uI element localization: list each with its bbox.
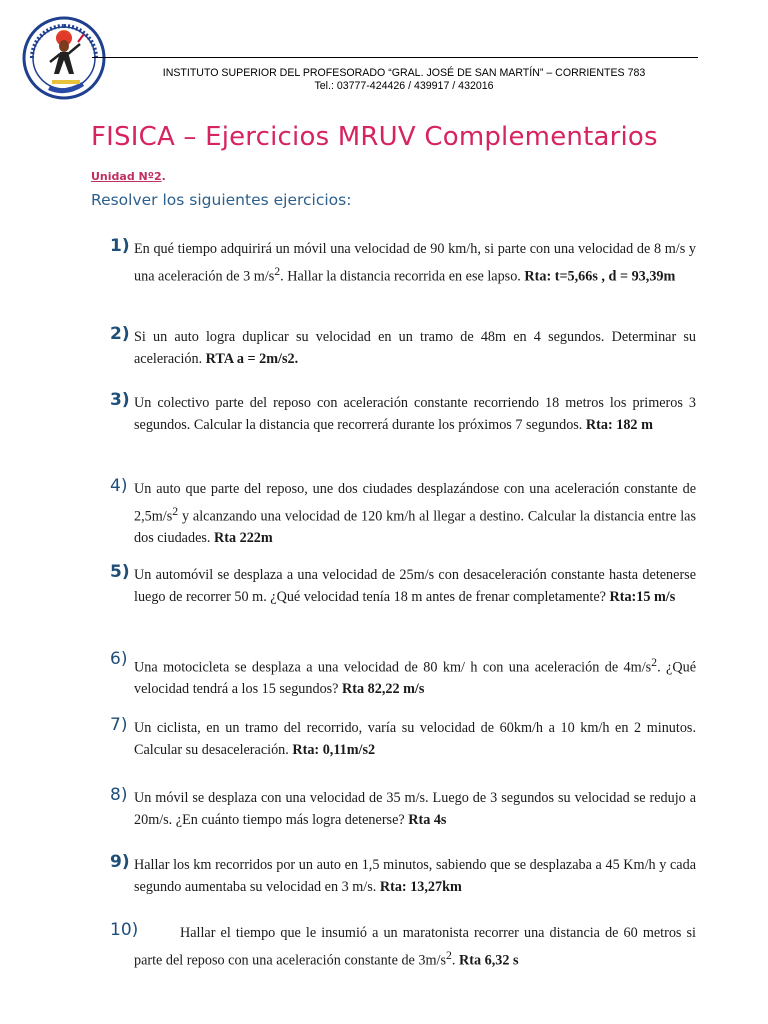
exercise-answer: Rta: t=5,66s , d = 93,39m [524,268,676,285]
exercise-text: Una motocicleta se desplaza a una velocidad de 80 km/ h con una aceleración de $4m/s^2$. ¿Qué velocidad tendrá a los 15 segundos? Rta 82,22 m/s [134,655,696,698]
exercise-text: Un auto que parte del reposo, une dos ciudades desplazándose con una aceleración constante de $2,5m/s^2$ y alcanzando una velocidad de 120 km/h al llegar a destino. Calcular la distancia entre las dos ciudades. Rta 222m [134,481,696,546]
exercise-number: 1) [110,236,130,256]
exercise-text: En qué tiempo adquirirá un móvil una velocidad de 90 km/h, si parte con una velocidad de 8 m/s y una aceleración de 3 $m/s^2$. Hallar la distancia recorrida en ese lapso. Rta: t=5,66s , d = 93,39m [134,241,696,285]
exercise-text: Hallar los km recorridos por un auto en 1,5 minutos, sabiendo que se desplazaba a 45 Km/h y cada segundo aumentaba su velocidad en 3 m/s. Rta: 13,27km [134,857,696,895]
exercise-3 [110,390,696,436]
exercise-text: Hallar el tiempo que le insumió a un maratonista recorrer una distancia de 60 metros si parte del reposo con una aceleración constante de $3m/s^2$. Rta 6,32 s [134,925,696,969]
exercise-5 [110,562,696,608]
exercise-answer: Rta 82,22 m/s [342,681,425,698]
exercise-answer: Rta: 13,27km [379,878,462,895]
exercise-4 [110,476,696,549]
exercise-number: 5) [110,562,130,582]
header-rule [92,57,698,58]
exercise-9 [110,852,696,898]
exercise-answer: Rta: 182 m [585,416,653,433]
exercise-7 [110,715,696,761]
exercise-number: 4) [110,476,128,496]
exercise-1 [110,236,696,288]
exercise-answer: Rta 6,32 s [459,952,519,969]
exercise-text: Un ciclista, en un tramo del recorrido, varía su velocidad de 60km/h a 10 km/h en 2 minutos. Calcular su desaceleración. Rta: 0,11m/s2 [134,720,696,758]
institution-name: INSTITUTO SUPERIOR DEL PROFESORADO “GRAL. JOSÉ DE SAN MARTÍN” – CORRIENTES 783 [162,67,646,79]
exercise-answer: Rta 4s [408,811,447,828]
institution-phone: Tel.: 03777-424426 / 439917 / 432016 [314,80,494,92]
exercise-answer: Rta:15 m/s [609,588,676,605]
exercise-10 [110,920,696,972]
exercise-text: Un automóvil se desplaza a una velocidad de 25m/s con desaceleración constante hasta detenerse luego de recorrer 50 m. ¿Qué velocidad tenía 18 m antes de frenar completamente? Rta:15 m/s [134,567,696,605]
unit-label: Unidad Nº2. [91,170,166,183]
exercise-number: 6) [110,649,128,669]
institute-logo [22,16,106,100]
exercise-text: Un colectivo parte del reposo con aceleración constante recorriendo 18 metros los primeros 3 segundos. Calcular la distancia que recorrerá durante los próximos 7 segundos. Rta: 182 m [134,395,696,433]
page-title: FISICA – Ejercicios MRUV Complementarios [91,122,658,152]
exercise-number: 2) [110,324,130,344]
instructions: Resolver los siguientes ejercicios: [91,191,352,209]
exercise-answer: Rta 222m [214,529,273,546]
exercise-answer: RTA a = 2m/s2. [205,350,299,367]
exercise-number: 10) [110,920,139,940]
exercise-2 [110,324,696,370]
exercise-text: Si un auto logra duplicar su velocidad en un tramo de 48m en 4 segundos. Determinar su aceleración. RTA a = 2m/s2. [134,329,696,367]
exercise-number: 7) [110,715,128,735]
exercise-number: 9) [110,852,130,872]
exercise-answer: Rta: 0,11m/s2 [292,741,376,758]
exercise-6 [110,649,696,701]
exercise-number: 3) [110,390,130,410]
exercise-8 [110,785,696,831]
exercise-text: Un móvil se desplaza con una velocidad de 35 m/s. Luego de 3 segundos su velocidad se redujo a 20m/s. ¿En cuánto tiempo más logra detenerse? Rta 4s [134,790,696,828]
exercise-number: 8) [110,785,128,805]
